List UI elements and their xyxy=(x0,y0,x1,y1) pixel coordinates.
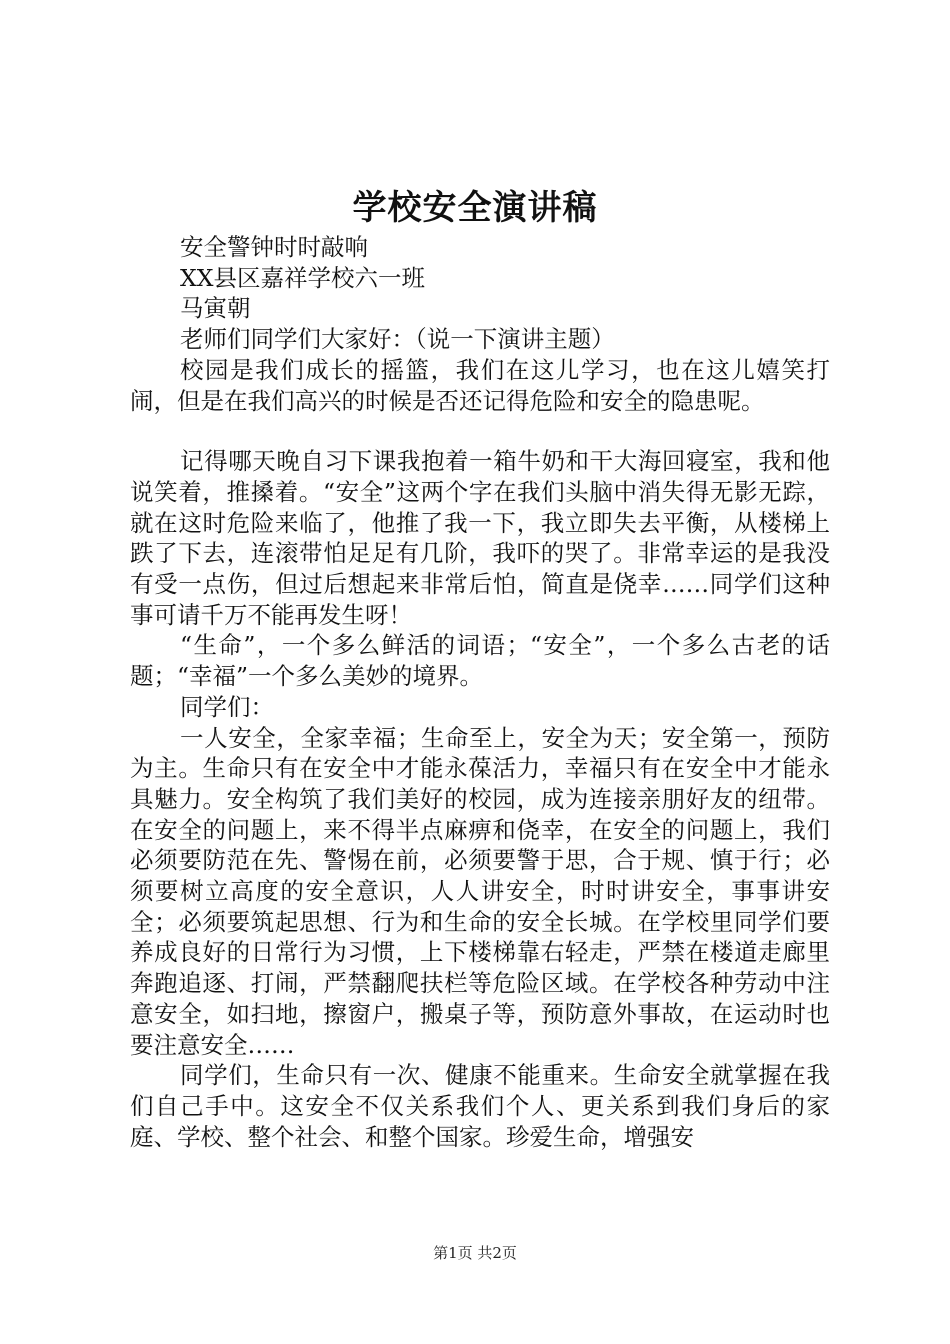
page-footer: 第1页 共2页 xyxy=(433,1244,517,1262)
paragraph: 记得哪天晚自习下课我抱着一箱牛奶和干大海回寝室，我和他说笑着，推搡着。“安全”这两个字在我们头脑中消失得无影无踪，就在这时危险来临了，他推了我一下，我立即失去平衡，从楼梯上跌了下去，连滚带怕足足有几阶，我吓的哭了。非常幸运的是我没有受一点伤，但过后想起来非常后怕，简直是侥幸……同学们这种事可请千万不能再发生呀！ xyxy=(130,447,830,629)
document-body xyxy=(130,232,830,1152)
paragraph: 同学们： xyxy=(180,692,274,721)
paragraph: 同学们，生命只有一次、健康不能重来。生命安全就掌握在我们自己手中。这安全不仅关系我们个人、更关系到我们身后的家庭、学校、整个社会、和整个国家。珍爱生命，增强安 xyxy=(130,1061,830,1151)
paragraph: 校园是我们成长的摇篮，我们在这儿学习，也在这儿嬉笑打闹，但是在我们高兴的时候是否还记得危险和安全的隐患呢。 xyxy=(130,355,830,415)
paragraph: “生命”，一个多么鲜活的词语；“安全”，一个多么古老的话题；“幸福”一个多么美妙的境界。 xyxy=(130,631,830,691)
greeting: 老师们同学们大家好：（说一下演讲主题） xyxy=(180,325,615,354)
speaker-school: XX县区嘉祥学校六一班 xyxy=(180,263,425,292)
document-title: 学校安全演讲稿 xyxy=(352,188,598,228)
paragraph: 一人安全，全家幸福；生命至上，安全为天；安全第一，预防为主。生命只有在安全中才能永葆活力，幸福只有在安全中才能永具魅力。安全构筑了我们美好的校园，成为连接亲朋好友的纽带。在安全的问题上，来不得半点麻痹和侥幸，在安全的问题上，我们必须要防范在先、警惕在前，必须要警于思，合于规、慎于行；必须要树立高度的安全意识，人人讲安全，时时讲安全，事事讲安全；必须要筑起思想、行为和生命的安全长城。在学校里同学们要养成良好的日常行为习惯，上下楼梯靠右轻走，严禁在楼道走廊里奔跑追逐、打闹，严禁翻爬扶栏等危险区域。在学校各种劳动中注意安全，如扫地，擦窗户，搬桌子等，预防意外事故，在运动时也要注意安全…… xyxy=(130,723,830,1059)
speaker-name: 马寅朝 xyxy=(180,294,251,323)
speech-subtitle: 安全警钟时时敲响 xyxy=(180,233,368,261)
